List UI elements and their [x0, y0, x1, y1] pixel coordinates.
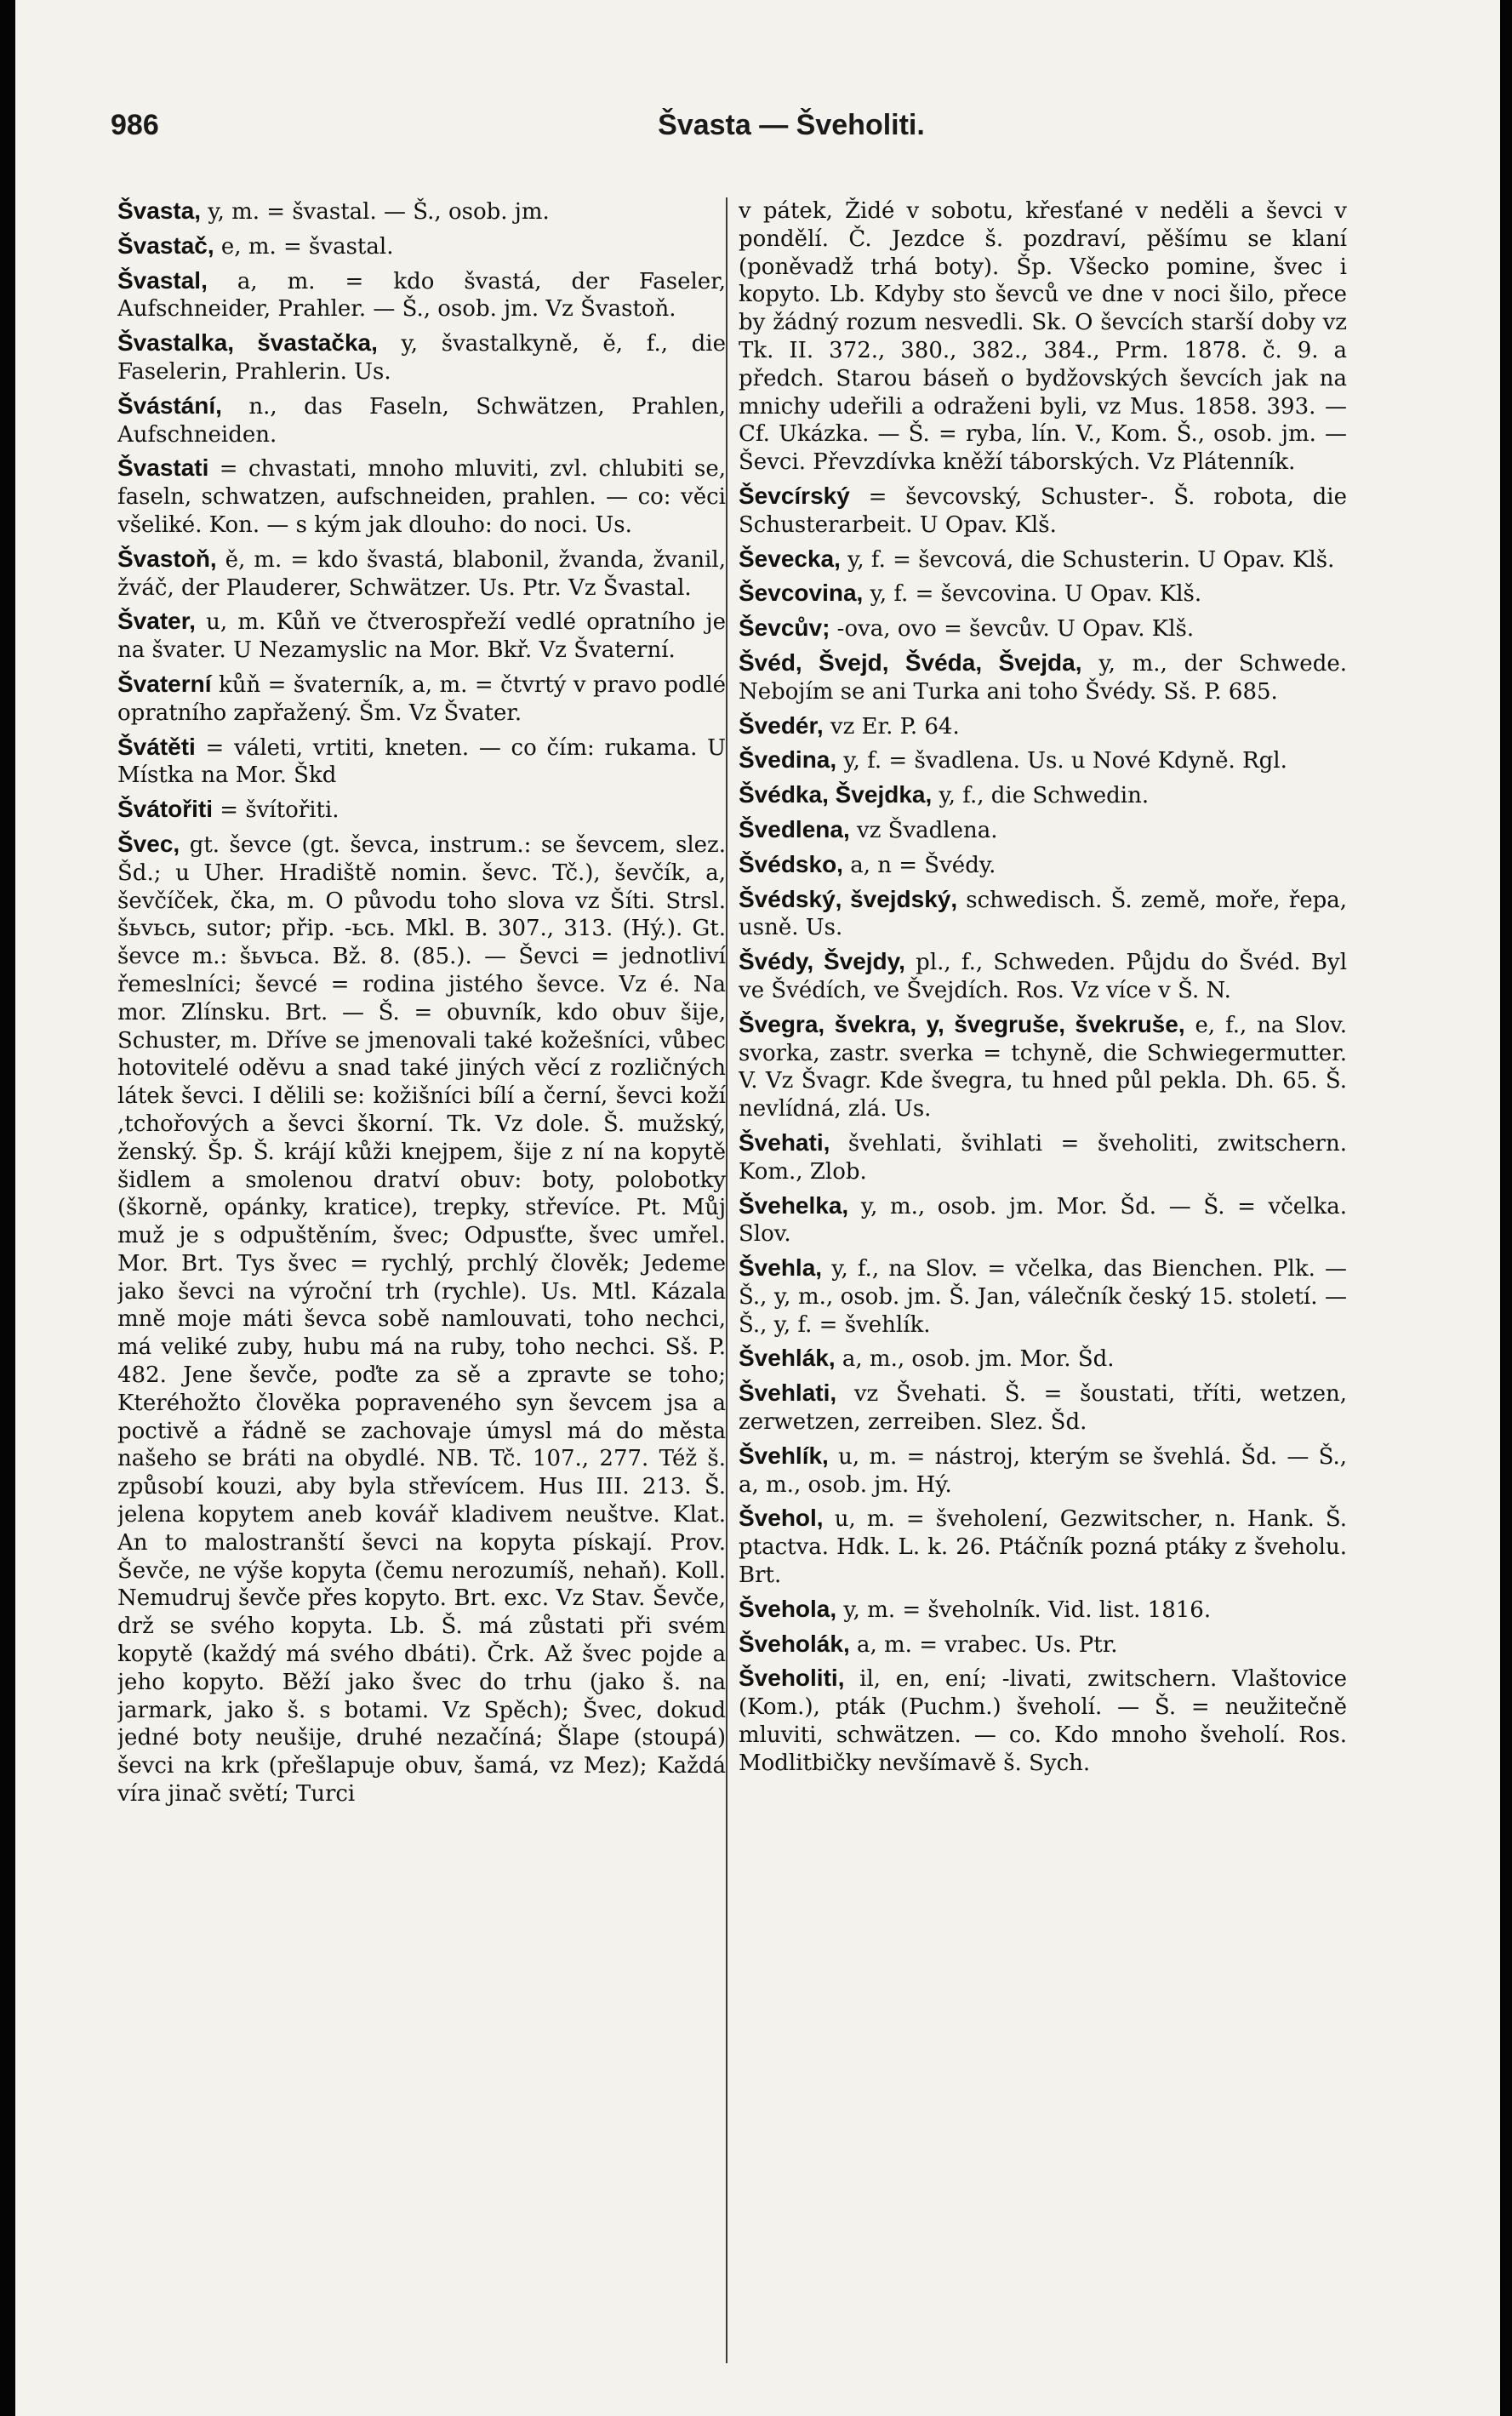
- dictionary-entry: [739, 649, 1347, 706]
- entry-headword: Švéd, Švejd, Švéda, Švejda,: [739, 648, 1082, 676]
- entry-text: il, en, ení; -livati, zwitschern. Vlaštovice (Kom.), pták (Puchm.) šveholí. — Š. = neužitečně mluviti, schwätzen. — co. Kdo mnoho šveholí. Ros. Modlitbičky nevšímavě š. Sych.: [739, 1666, 1347, 1776]
- entry-headword: Švedlena,: [739, 815, 850, 842]
- dictionary-page: [15, 0, 1500, 2416]
- entry-text: a, n = Švédy.: [842, 852, 996, 878]
- entry-text: schwedisch. Š. země, moře, řepa, usně. Us.: [739, 887, 1347, 941]
- entry-headword: Šveholiti,: [739, 1665, 845, 1692]
- entry-headword: Švastal,: [117, 266, 208, 294]
- entry-headword: Ševecka,: [739, 545, 841, 572]
- entry-headword: Švastoň,: [117, 545, 217, 572]
- dictionary-entry: [739, 1665, 1347, 1777]
- entry-headword: Švastač,: [117, 231, 214, 259]
- entry-headword: Švehla,: [739, 1254, 823, 1282]
- page-header: [111, 109, 1438, 160]
- entry-text: y, f., die Schwedin.: [932, 783, 1150, 809]
- column-divider: [726, 197, 727, 2363]
- entry-headword: Švegra, švekra, y, švegruše, švekruše,: [739, 1010, 1185, 1037]
- entry-headword: Švastati: [117, 454, 209, 482]
- entry-headword: Ševcův;: [739, 614, 830, 642]
- entry-headword: Švédy, Švejdy,: [739, 948, 905, 975]
- entry-text: y, m., osob. jm. Mor. Šd. — Š. = včelka. Slov.: [739, 1193, 1347, 1248]
- dictionary-entry: [739, 886, 1347, 943]
- dictionary-entry: [739, 1631, 1347, 1659]
- entry-headword: Švaterní: [117, 670, 212, 697]
- right-column: [739, 197, 1347, 2376]
- dictionary-entry: [739, 614, 1347, 643]
- entry-text: y, m. = švastal. — Š., osob. jm.: [201, 199, 550, 225]
- entry-text: y, f., na Slov. = včelka, das Bienchen. Plk. — Š., y, m., osob. jm. Š. Jan, válečník český 15. století. — Š., y, f. = švehlík.: [739, 1256, 1347, 1338]
- dictionary-entry: [117, 454, 726, 539]
- entry-text: u, m. Kůň ve čtverospřeží vedlé opratního je na švater. U Nezamyslic na Mor. Bkř. Vz Švaterní.: [117, 609, 726, 664]
- entry-text: a, m., osob. jm. Mor. Šd.: [835, 1346, 1115, 1373]
- dictionary-entry: [117, 392, 726, 449]
- entry-text: u, m. = šveholení, Gezwitscher, n. Hank. Š. ptactva. Hdk. L. k. 26. Ptáčník pozná ptáky z šveholu. Brt.: [739, 1506, 1347, 1589]
- entry-text: a, m. = vrabec. Us. Ptr.: [849, 1631, 1118, 1658]
- entry-headword: Švástání,: [117, 391, 222, 419]
- dictionary-entry: [739, 1254, 1347, 1339]
- entry-text: y, m. = šveholník. Vid. list. 1816.: [836, 1596, 1212, 1623]
- entry-headword: Švec,: [117, 830, 180, 857]
- dictionary-entry: [739, 1192, 1347, 1249]
- dictionary-entry: [739, 1011, 1347, 1123]
- entry-headword: Švedina,: [739, 746, 837, 774]
- dictionary-entry: [739, 1345, 1347, 1374]
- entry-text: švehlati, švihlati = šveholiti, zwitschern. Kom., Zlob.: [739, 1130, 1347, 1185]
- entry-text: vz Švadlena.: [849, 817, 998, 843]
- dictionary-entry: [117, 197, 726, 226]
- entry-headword: Šveholák,: [739, 1630, 850, 1657]
- entry-text: y, m., der Schwede. Nebojím se ani Turka ani toho Švédy. Sš. P. 685.: [739, 650, 1347, 705]
- entry-text: pl., f., Schweden. Půjdu do Švéd. Byl ve Švédích, ve Švejdích. Ros. Vz více v Š. N.: [739, 950, 1347, 1003]
- dictionary-entry: [739, 580, 1347, 608]
- entry-headword: Švater,: [117, 608, 196, 635]
- entry-headword: Ševcovina,: [739, 580, 864, 607]
- entry-text: y, f. = ševcová, die Schusterin. U Opav. Klš.: [840, 546, 1335, 573]
- dictionary-entry: [739, 1129, 1347, 1186]
- entry-text: e, f., na Slov. svorka, zastr. sverka = tchyně, die Schwiegermutter. V. Vz Švagr. Kde švegra, tu hned půl pekla. Dh. 65. Š. nevlídná, zlá. Us.: [739, 1012, 1347, 1122]
- entry-text: kůň = švaterník, a, m. = čtvrtý v pravo podlé opratního zapřažený. Šm. Vz Švater.: [117, 671, 726, 726]
- dictionary-entry: [739, 545, 1347, 574]
- dictionary-entry: [739, 851, 1347, 880]
- entry-headword: Ševcírský: [739, 482, 850, 509]
- entry-headword: Švátěti: [117, 733, 196, 760]
- entry-text: -ova, ovo = ševcův. U Opav. Klš.: [830, 616, 1195, 643]
- entry-text: u, m. = nástroj, kterým se švehlá. Šd. — Š., a, m., osob. jm. Hý.: [739, 1443, 1347, 1498]
- dictionary-entry: [117, 734, 726, 791]
- dictionary-entry: [739, 948, 1347, 1005]
- dictionary-entry: [739, 1442, 1347, 1499]
- dictionary-entry: [117, 796, 726, 825]
- running-head: Švasta — Šveholiti.: [658, 109, 925, 141]
- entry-headword: Švehlák,: [739, 1345, 836, 1372]
- entry-text: e, m. = švastal.: [214, 233, 394, 260]
- entry-text: vz Er. P. 64.: [823, 713, 960, 740]
- entry-headword: Švédka, Švejdka,: [739, 781, 933, 808]
- entry-headword: Švehati,: [739, 1128, 830, 1156]
- dictionary-entry: [739, 1379, 1347, 1436]
- dictionary-entry: [739, 483, 1347, 540]
- entry-headword: Švédsko,: [739, 850, 843, 877]
- entry-text: y, f. = švadlena. Us. u Nové Kdyně. Rgl.: [836, 748, 1287, 774]
- dictionary-entry: [117, 831, 726, 1808]
- page-number: 986: [111, 109, 159, 141]
- dictionary-entry: [739, 781, 1347, 810]
- dictionary-entry: [739, 746, 1347, 775]
- dictionary-entry: [739, 712, 1347, 741]
- entry-text: = švítořiti.: [213, 797, 339, 824]
- entry-text: vz Švehati. Š. = šoustati, tříti, wetzen, zerwetzen, zerreiben. Slez. Šd.: [739, 1381, 1347, 1436]
- entry-text: n., das Faseln, Schwätzen, Prahlen, Aufschneiden.: [117, 393, 726, 448]
- dictionary-entry: [739, 1596, 1347, 1625]
- dictionary-entry: [117, 267, 726, 324]
- entry-text: ě, m. = kdo švastá, blabonil, žvanda, žvanil, žváč, der Plauderer, Schwätzer. Us. Ptr. Vz Švastal.: [117, 546, 726, 601]
- dictionary-entry: [117, 232, 726, 261]
- left-column: [117, 197, 726, 2376]
- entry-headword: Švátořiti: [117, 796, 214, 823]
- entry-headword: Švastalka, švastačka,: [117, 329, 378, 357]
- dictionary-entry: [739, 1505, 1347, 1589]
- dictionary-entry: [117, 329, 726, 386]
- entry-headword: Švehola,: [739, 1595, 837, 1622]
- entry-headword: Švehol,: [739, 1505, 824, 1532]
- entry-text: v pátek, Židé v sobotu, křesťané v neděli a ševci v pondělí. Č. Jezdce š. pozdraví, pěšímu se klaní (poněvadž trhá boty). Šp. Všecko pomine, švec i kopyto. Lb. Kdyby sto ševců ve dne v noci šilo, přece by žádný rozum nesvedli. Sk. O ševcích starší doby vz Tk. II. 372., 380., 382., 384., Prm. 1878. č. 9. a předch. Starou báseň o bydžovských ševcích jak na mnichy udeřili a odraženi byli, vz Mus. 1858. 393. — Cf. Ukázka. — Š. = ryba, lín. V., Kom. Š., osob. jm. — Ševci. Převzdívka kněží táborských. Vz Plátenník.: [739, 198, 1347, 476]
- entry-text: y, f. = ševcovina. U Opav. Klš.: [863, 581, 1202, 608]
- entry-text: = váleti, vrtiti, kneten. — co čím: rukama. U Místka na Mor. Škd: [117, 734, 726, 789]
- entry-text: y, švastalkyně, ě, f., die Faselerin, Prahlerin. Us.: [117, 331, 726, 385]
- entry-text: a, m. = kdo švastá, der Faseler, Aufschneider, Prahler. — Š., osob. jm. Vz Švastoň.: [117, 268, 726, 323]
- entry-text: gt. ševce (gt. ševca, instrum.: se ševcem, slez. Šd.; u Uher. Hradiště nomin. ševc. Tč.), ševčík, a, ševčíček, čka, m. O původu toho slova vz Šíti. Strsl. šьvьcь, sutor; přip. -ьсь. Mkl. B. 307., 313. (Hý.). Gt. ševce m.: šьvьca. Bž. 8. (85.). — Ševci = jednotliví řemeslníci; ševcé = rodina jistého ševce. Vz é. Na mor. Zlínsku. Brt. — Š. = obuvník, kdo obuv šije, Schuster, m. Dříve se jmenovali také kožešníci, vůbec hotovitelé oděvu a snad také jiných věcí z rozličných látek ševci. I dělili se: kožišníci bílí a černí, ševci koží ,tchořových a ševci škorní. Tk. Vz dole. Š. mužský, ženský. Šp. Š. krájí kůži knejpem, šije z ní na kopytě šidlem a smolenou dratví obuv: boty, polobotky (škorně, opánky, kratice), trepky, střevíce. Pt. Můj muž je s odpuštěním, švec; Odpusťte, švec umřel. Mor. Brt. Tys švec = rychlý, prchlý člověk; Jedeme jako ševci na výroční trh (rychle). Us. Mtl. Kázala mně moje máti ševca sobě namlouvati, toho nechci, má veliké zuby, hubu má na ruby, toho nechci. Sš. P. 482. Jene ševče, poďte za sě a zpravte se toho; Kteréhožto člověka popraveného syn ševcem jsa a poctivě a řádně se zachovaje úmysl má do města našeho se bráti na obydlé. NB. Tč. 107., 277. Též š. způsobí kouzi, aby byla střevícem. Hus III. 213. Š. jelena kopytem aneb kovář kladivem neuštve. Klat. An to malostranští ševci na kopyta pískají. Prov. Ševče, ne výše kopyta (čemu nerozumíš, nehaň). Koll. Nemudruj ševče přes kopyto. Brt. exc. Vz Stav. Ševče, drž se svého kopyta. Lb. Š. má zůstati při svém kopytě (každý má svého dbáti). Črk. Až švec pojde a jeho kopyto. Běží jako švec do trhu (jako š. na jarmark, jako š. s botami. Vz Spěch); Švec, dokud jedné boty neušije, druhé nezačíná; Šlape (stoupá) ševci na krk (přešlapuje obuv, šamá, vz Mez); Každá víra jinač světí; Turci: [117, 831, 726, 1808]
- dictionary-entry: [117, 608, 726, 665]
- dictionary-entry: [739, 816, 1347, 845]
- entry-headword: Švehelka,: [739, 1191, 849, 1219]
- dictionary-entry: [117, 545, 726, 603]
- entry-headword: Švehlati,: [739, 1379, 837, 1407]
- dictionary-entry: [117, 671, 726, 728]
- dictionary-entry: [739, 197, 1347, 477]
- entry-headword: Švédský, švejdský,: [739, 885, 958, 912]
- entry-headword: Švedér,: [739, 711, 824, 739]
- entry-headword: Švasta,: [117, 197, 202, 224]
- entry-text: = ševcovský, Schuster-. Š. robota, die Schusterarbeit. U Opav. Klš.: [739, 483, 1347, 538]
- entry-text: = chvastati, mnoho mluviti, zvl. chlubiti se, faseln, schwatzen, aufschneiden, prahlen. — co: věci všeliké. Kon. — s kým jak dlouho: do noci. Us.: [117, 456, 726, 538]
- entry-headword: Švehlík,: [739, 1442, 829, 1469]
